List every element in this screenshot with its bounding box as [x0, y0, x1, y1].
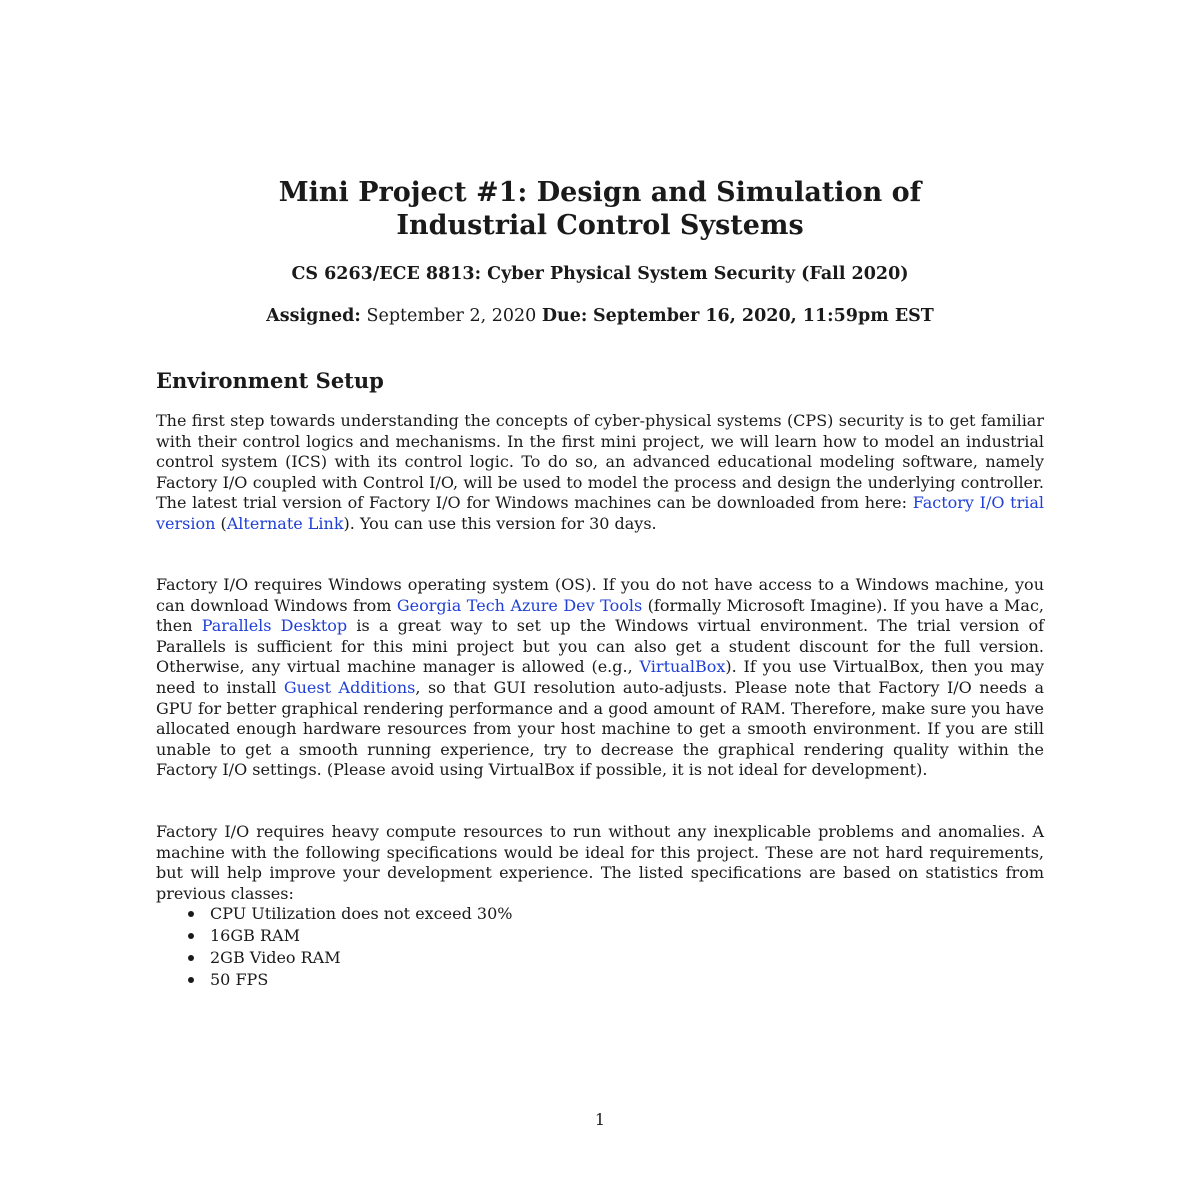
specs-paragraph [156, 822, 1044, 904]
document-title [0, 176, 1200, 242]
page-number: 1 [594, 1110, 606, 1129]
paragraph-text: , so that GUI resolution auto-adjusts. Please note that Factory I/O needs a GPU for better graphical rendering performance and a good amount of RAM. Therefore, make sure you have allocated enough hardware resources from your host machine to get a smooth environment. If you are still unable to get a smooth running experience, try to decrease the graphical rendering quality within the Factory I/O settings. (Please avoid using VirtualBox if possible, it is not ideal for development). [156, 677, 1044, 780]
section-heading: Environment Setup [156, 368, 384, 393]
paragraph-text: ). You can use this version for 30 days. [343, 513, 657, 533]
list-item-text: CPU Utilization does not exceed 30% [210, 904, 513, 923]
list-item-text: 2GB Video RAM [210, 948, 341, 967]
paragraph-text: The first step towards understanding the concepts of cyber-physical systems (CPS) security is to get familiar with their control logics and mechanisms. In the first mini project, we will learn how to model an industrial control system (ICS) with its control logic. To do so, an advanced educational modeling software, namely Factory I/O coupled with Control I/O, will be used to model the process and design the underlying controller. The latest trial version of Factory I/O for Windows machines can be downloaded from here: [156, 411, 1044, 513]
course-subtitle: CS 6263/ECE 8813: Cyber Physical System Security (Fall 2020) [291, 264, 909, 284]
title-line-1: Mini Project #1: Design and Simulation of [278, 177, 922, 208]
assignment-dates [0, 306, 1200, 326]
bullet-icon [188, 911, 194, 917]
alternate-link[interactable]: Alternate Link [226, 513, 344, 533]
due-label: Due: [541, 306, 588, 326]
bullet-icon [188, 977, 194, 983]
factory-io-trial-link[interactable]: Factory I/O trial version [156, 493, 1044, 533]
azure-dev-tools-link[interactable]: Georgia Tech Azure Dev Tools [396, 595, 643, 615]
guest-additions-link[interactable]: Guest Additions [283, 677, 416, 697]
paragraph-text: (formally Microsoft Imagine). If you have a Mac, then [156, 595, 1044, 636]
windows-setup-paragraph [156, 575, 1044, 781]
list-item [186, 925, 512, 947]
list-item [186, 947, 512, 969]
parallels-desktop-link[interactable]: Parallels Desktop [201, 616, 348, 636]
virtualbox-link[interactable]: VirtualBox [639, 657, 726, 677]
list-item-text: 50 FPS [210, 970, 269, 989]
due-date: September 16, 2020, 11:59pm EST [592, 306, 934, 326]
assigned-date: September 2, 2020 [366, 306, 537, 326]
paragraph-text: ). If you use VirtualBox, then you may need to install [156, 657, 1044, 697]
paragraph-text: Factory I/O requires Windows operating system (OS). If you do not have access to a Windows machine, you can download Windows from [156, 575, 1044, 615]
requirements-list [186, 903, 512, 991]
bullet-icon [188, 933, 194, 939]
intro-paragraph [156, 411, 1044, 535]
assigned-label: Assigned: [266, 306, 361, 326]
list-item [186, 903, 512, 925]
bullet-icon [188, 955, 194, 961]
title-line-2: Industrial Control Systems [396, 210, 804, 241]
list-item [186, 969, 512, 991]
list-item-text: 16GB RAM [210, 926, 300, 945]
paragraph-text: is a great way to set up the Windows virtual environment. The trial version of Parallels is sufficient for this mini project but you can also get a student discount for the full version. Otherwise, any virtual machine manager is allowed (e.g., [156, 616, 1045, 677]
paragraph-text: ( [215, 513, 227, 533]
paragraph-text: Factory I/O requires heavy compute resources to run without any inexplicable problems and anomalies. A machine with the following specifications would be ideal for this project. These are not hard requirements, but will help improve your development experience. The listed specifications are based on statistics from previous classes: [156, 822, 1044, 903]
